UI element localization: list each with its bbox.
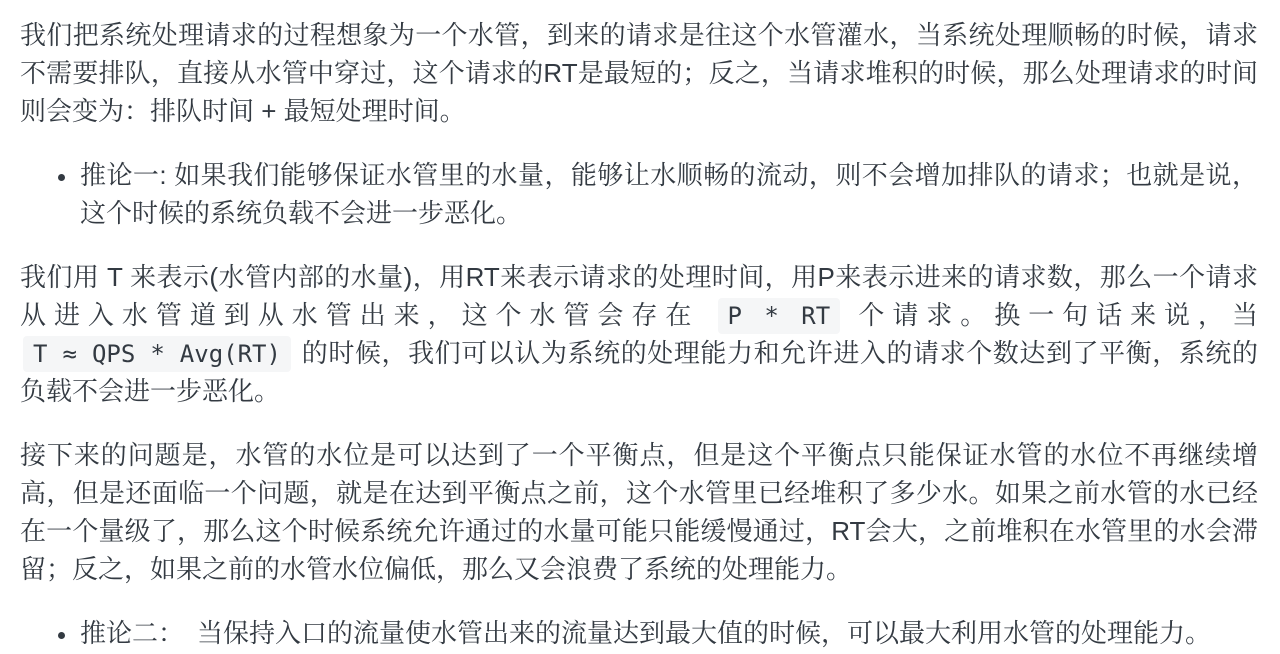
paragraph-formula-text-1: 我们用 T 来表示(水管内部的水量)，用RT来表示请求的处理时间，用P来表示进来的请求数，那么一个请求从进入水管道到从水管出来，这个水管会存在 bbox=[20, 262, 1258, 330]
paragraph-formula bbox=[20, 258, 1258, 410]
paragraph-balance: 接下来的问题是，水管的水位是可以达到了一个平衡点，但是这个平衡点只能保证水管的水位不再继续增高，但是还面临一个问题，就是在达到平衡点之前，这个水管里已经堆积了多少水。如果之前水管的水已经在一个量级了，那么这个时候系统允许通过的水量可能只能缓慢通过，RT会大，之前堆积在水管里的水会滞留；反之，如果之前的水管水位偏低，那么又会浪费了系统的处理能力。 bbox=[20, 440, 1258, 584]
paragraph-formula-text-3: 的时候，我们可以认为系统的处理能力和允许进入的请求个数达到了平衡，系统的负载不会进一步恶化。 bbox=[20, 338, 1258, 406]
list-item-inference-two: • 推论二： 当保持入口的流量使水管出来的流量达到最大值的时候，可以最大利用水管的处理能力。 bbox=[78, 614, 1258, 652]
inference-list-one bbox=[20, 156, 1258, 232]
paragraph-formula-text-2: 个请求。换一句话来说，当 bbox=[843, 300, 1258, 330]
inline-code-t-qps-avg-rt: T ≈ QPS * Avg(RT) bbox=[23, 336, 291, 372]
inline-code-p-rt: P * RT bbox=[718, 298, 841, 334]
inference-list-two bbox=[20, 614, 1258, 652]
paragraph-intro: 我们把系统处理请求的过程想象为一个水管，到来的请求是往这个水管灌水，当系统处理顺畅的时候，请求不需要排队，直接从水管中穿过，这个请求的RT是最短的；反之，当请求堆积的时候，那么处理请求的时间则会变为：排队时间 + 最短处理时间。 bbox=[20, 20, 1258, 126]
list-item-inference-one: • 推论一: 如果我们能够保证水管里的水量，能够让水顺畅的流动，则不会增加排队的请求；也就是说，这个时候的系统负载不会进一步恶化。 bbox=[78, 156, 1258, 232]
